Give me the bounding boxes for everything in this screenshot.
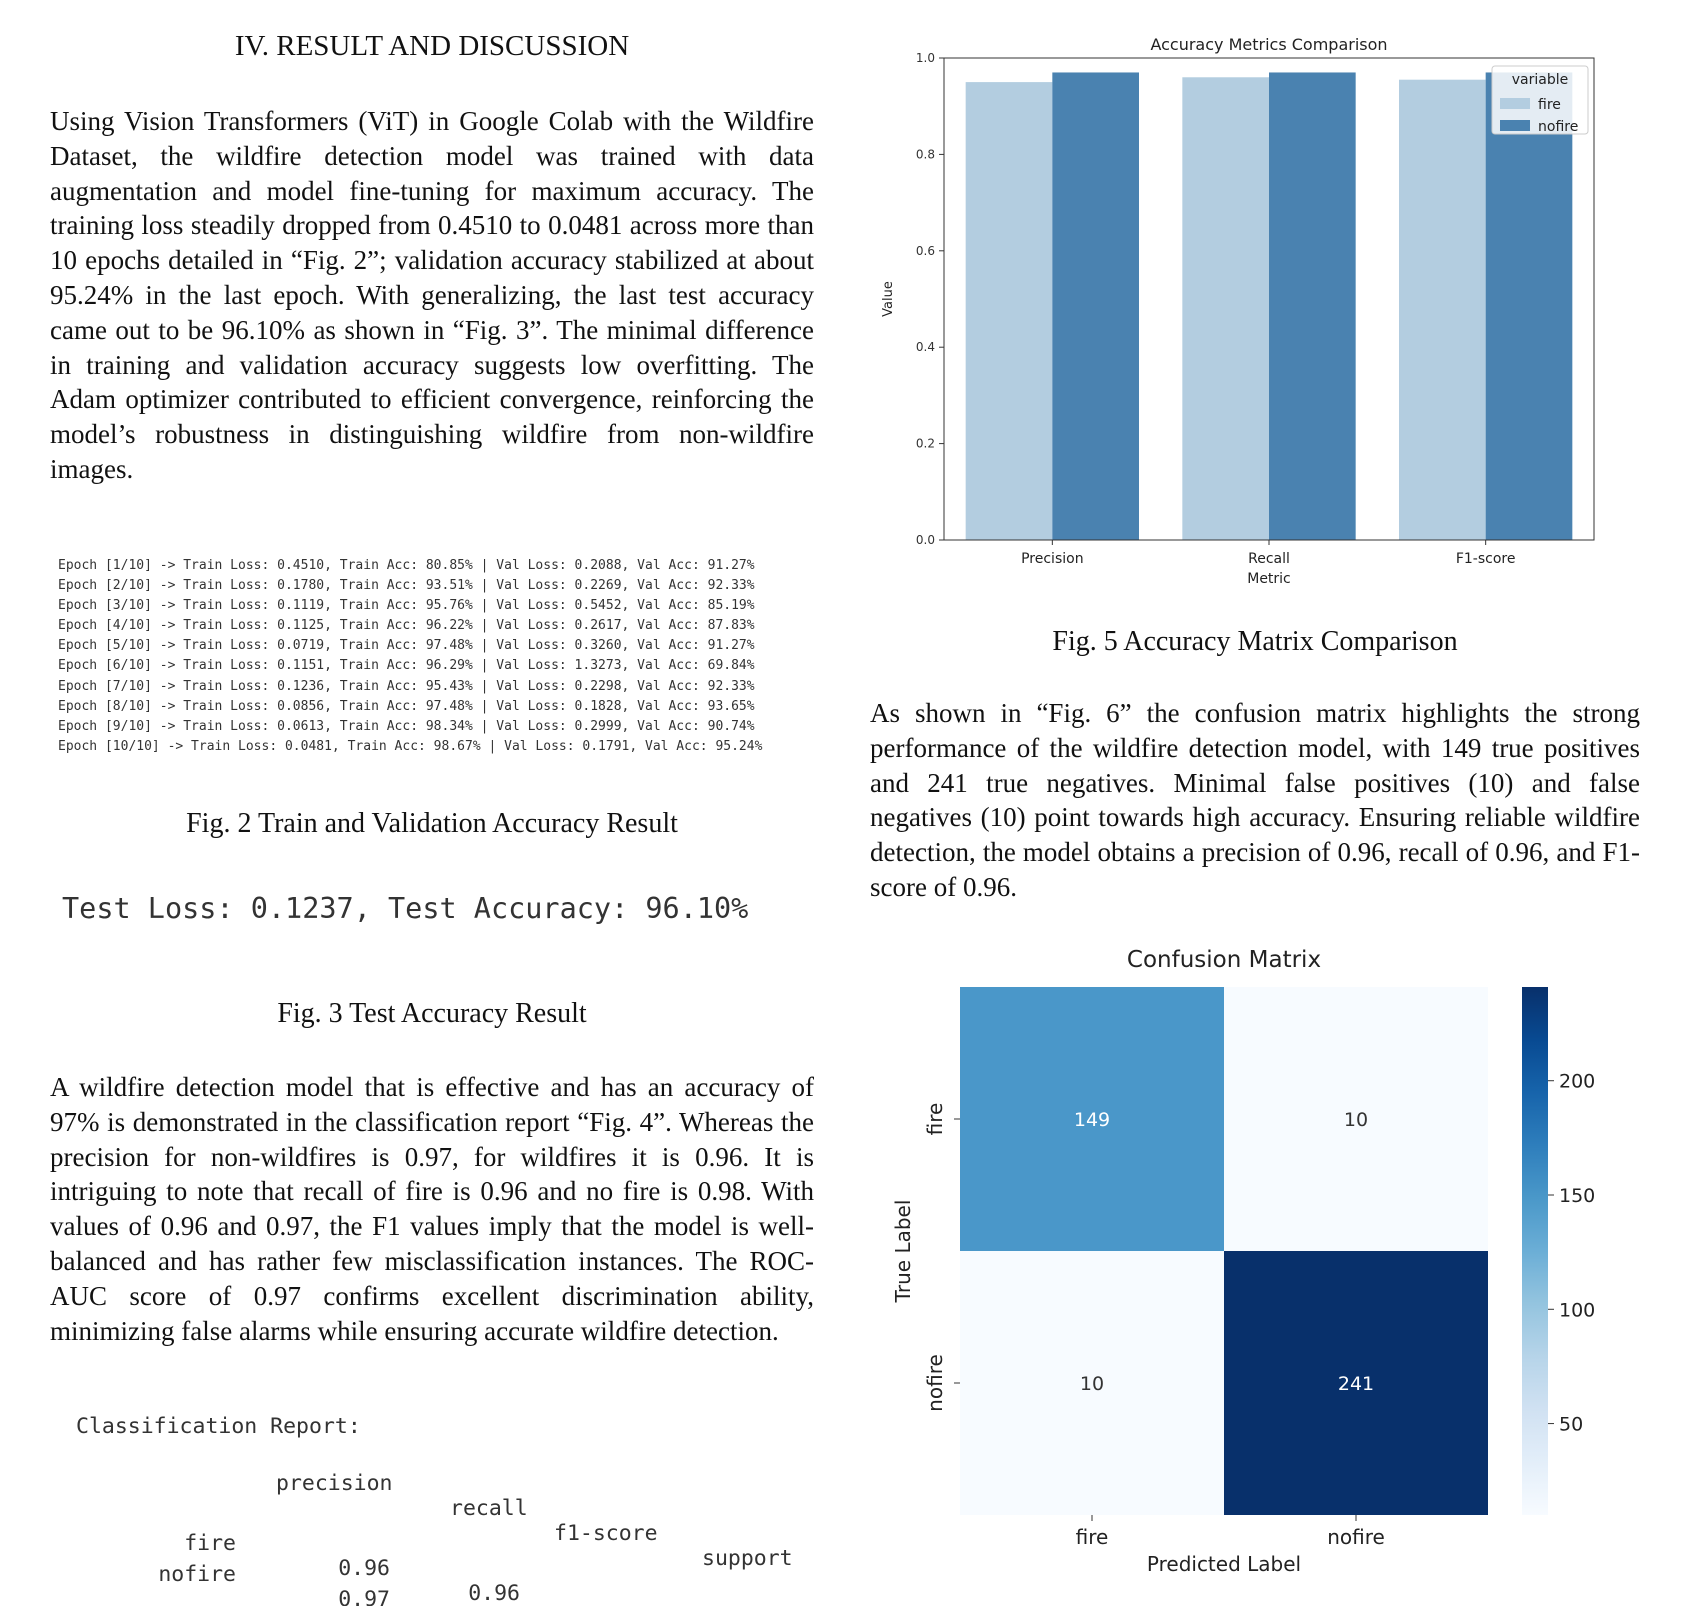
cm-x-axis-label: Predicted Label [1146, 1552, 1302, 1576]
y-tick-label: 0.8 [915, 147, 935, 162]
legend-title: variable [1511, 72, 1569, 88]
report-title: Classification Report: [76, 1414, 361, 1439]
bar-nofire-f1-score [1486, 72, 1573, 540]
report-row-accuracy [76, 1594, 816, 1606]
y-tick-label: 1.0 [915, 51, 935, 65]
legend-swatch-nofire [1500, 120, 1530, 131]
cm-y-axis-label: True Label [891, 1199, 915, 1303]
cm-y-tick-label: fire [923, 1102, 947, 1136]
report-row-label: nofire [158, 1562, 236, 1587]
report-header-recall: recall [450, 1496, 528, 1521]
fig5-caption: Fig. 5 Accuracy Matrix Comparison [1052, 626, 1458, 657]
bar-nofire-recall [1269, 72, 1356, 540]
confusion-matrix-chart [870, 935, 1640, 1580]
bar-fire-f1-score [1399, 80, 1486, 540]
fig3-caption: Fig. 3 Test Accuracy Result [277, 998, 587, 1029]
cm-colorbar [1522, 987, 1548, 1515]
section-title: IV. RESULT AND DISCUSSION [234, 30, 630, 62]
report-header-f1: f1-score [554, 1521, 658, 1546]
y-tick-label: 0.0 [915, 533, 935, 547]
report-row-label: fire [184, 1531, 236, 1556]
legend-swatch-fire [1500, 98, 1530, 109]
cm-x-tick-label: fire [1075, 1525, 1109, 1549]
cm-cell-value: 149 [1073, 1109, 1111, 1131]
y-tick-label: 0.4 [915, 340, 935, 355]
x-axis-label: Metric [1247, 571, 1291, 587]
bar-fire-precision [966, 82, 1053, 540]
x-tick-label: Recall [1248, 551, 1290, 567]
accuracy-metrics-bar-chart [870, 28, 1640, 598]
cm-cell-value: 10 [1343, 1109, 1369, 1131]
legend-label-fire: fire [1538, 97, 1561, 113]
y-tick-label: 0.2 [915, 436, 935, 451]
cm-x-tick-label: nofire [1327, 1525, 1385, 1549]
x-tick-label: Precision [1021, 551, 1084, 567]
cm-title: Confusion Matrix [1126, 947, 1322, 973]
report-row-precision: 0.96 [338, 1556, 390, 1581]
cm-colorbar-tick-label: 200 [1559, 1070, 1596, 1093]
legend-label-nofire: nofire [1538, 119, 1579, 135]
cm-cell-value: 241 [1337, 1373, 1375, 1395]
cm-colorbar-tick-label: 100 [1559, 1299, 1596, 1322]
paragraph-classification: A wildfire detection model that is effective and has an accuracy of 97% is demonstrated in the classification report “Fig. 4”. Whereas the precision for non-wildfires is 0.97, for wildfires it is 0.96. It is intriguing to note that recall of fire is 0.96 and no fire is 0.98. With values of 0.96 and 0.97, the F1 values imply that the model is well-balanced and has rather few misclassification instances. The ROC-AUC score of 0.97 confirms excellent discrimination ability, minimizing false alarms while ensuring accurate wildfire detection. [50, 1072, 814, 1346]
y-axis-label: Value [881, 281, 896, 317]
report-row-recall: 0.96 [468, 1581, 520, 1606]
paragraph-training-results: Using Vision Transformers (ViT) in Google Colab with the Wildfire Dataset, the wildfire detection model was trained with data augmentation and model fine-tuning for maximum accuracy. The training loss steadily dropped from 0.4510 to 0.0481 across more than 10 epochs detailed in “Fig. 2”; validation accuracy stabilized at about 95.24% in the last epoch. With generalizing, the last test accuracy came out to be 96.10% as shown in “Fig. 3”. The minimal difference in training and validation accuracy suggests low overfitting. The Adam optimizer contributed to efficient convergence, reinforcing the model’s robustness in distinguishing wildfire from non-wildfire images. [50, 106, 814, 484]
bar-chart-title: Accuracy Metrics Comparison [1150, 35, 1388, 54]
report-header-support: support [702, 1546, 793, 1571]
cm-colorbar-tick-label: 150 [1559, 1185, 1596, 1207]
paragraph-confusion: As shown in “Fig. 6” the confusion matrix highlights the strong performance of the wildfire detection model, with 149 true positives and 241 true negatives. Minimal false positives (10) and false negatives (10) point towards high accuracy. Ensuring reliable wildfire detection, the model obtains a precision of 0.96, recall of 0.96, and F1-score of 0.96. [870, 698, 1640, 902]
y-tick-label: 0.6 [915, 243, 935, 258]
test-result-line: Test Loss: 0.1237, Test Accuracy: 96.10% [62, 892, 749, 925]
epoch-log: Epoch [1/10] -> Train Loss: 0.4510, Train Acc: 80.85% | Val Loss: 0.2088, Val Acc: 91.27% Epoch [2/10] -> Train Loss: 0.1780, Train Acc: 93.51% | Val Loss: 0.2269, Val Acc: 92.33% Epoch [3/10] -> Train Loss: 0.1119, Train Acc: 95.76% | Val Loss: 0.5452, Val Acc: 85.19% Epoch [4/10] -> Train Loss: 0.1125, Train Acc: 96.22% | Val Loss: 0.2617, Val Acc: 87.83% Epoch [5/10] -> Train Loss: 0.0719, Train Acc: 97.48% | Val Loss: 0.3260, Val Acc: 91.27% Epoch [6/10] -> Train Loss: 0.1151, Train Acc: 96.29% | Val Loss: 1.3273, Val Acc: 69.84% Epoch [7/10] -> Train Loss: 0.1236, Train Acc: 95.43% | Val Loss: 0.2298, Val Acc: 92.33% Epoch [8/10] -> Train Loss: 0.0856, Train Acc: 97.48% | Val Loss: 0.1828, Val Acc: 93.65% Epoch [9/10] -> Train Loss: 0.0613, Train Acc: 98.34% | Val Loss: 0.2999, Val Acc: 90.74% Epoch [10/10] -> Train Loss: 0.0481, Train Acc: 98.67% | Val Loss: 0.1791, Val Acc: 95.24% [58, 558, 763, 754]
cm-cell-value: 10 [1079, 1373, 1105, 1395]
report-row-precision: 0.97 [338, 1587, 390, 1606]
cm-y-tick-label: nofire [923, 1354, 947, 1412]
x-tick-label: F1-score [1455, 551, 1516, 567]
report-header-precision: precision [276, 1471, 393, 1496]
bar-fire-recall [1182, 77, 1269, 540]
fig2-caption: Fig. 2 Train and Validation Accuracy Result [186, 808, 678, 839]
classification-report [76, 1414, 816, 1606]
bar-nofire-precision [1052, 72, 1139, 540]
cm-colorbar-tick-label: 50 [1559, 1413, 1584, 1436]
